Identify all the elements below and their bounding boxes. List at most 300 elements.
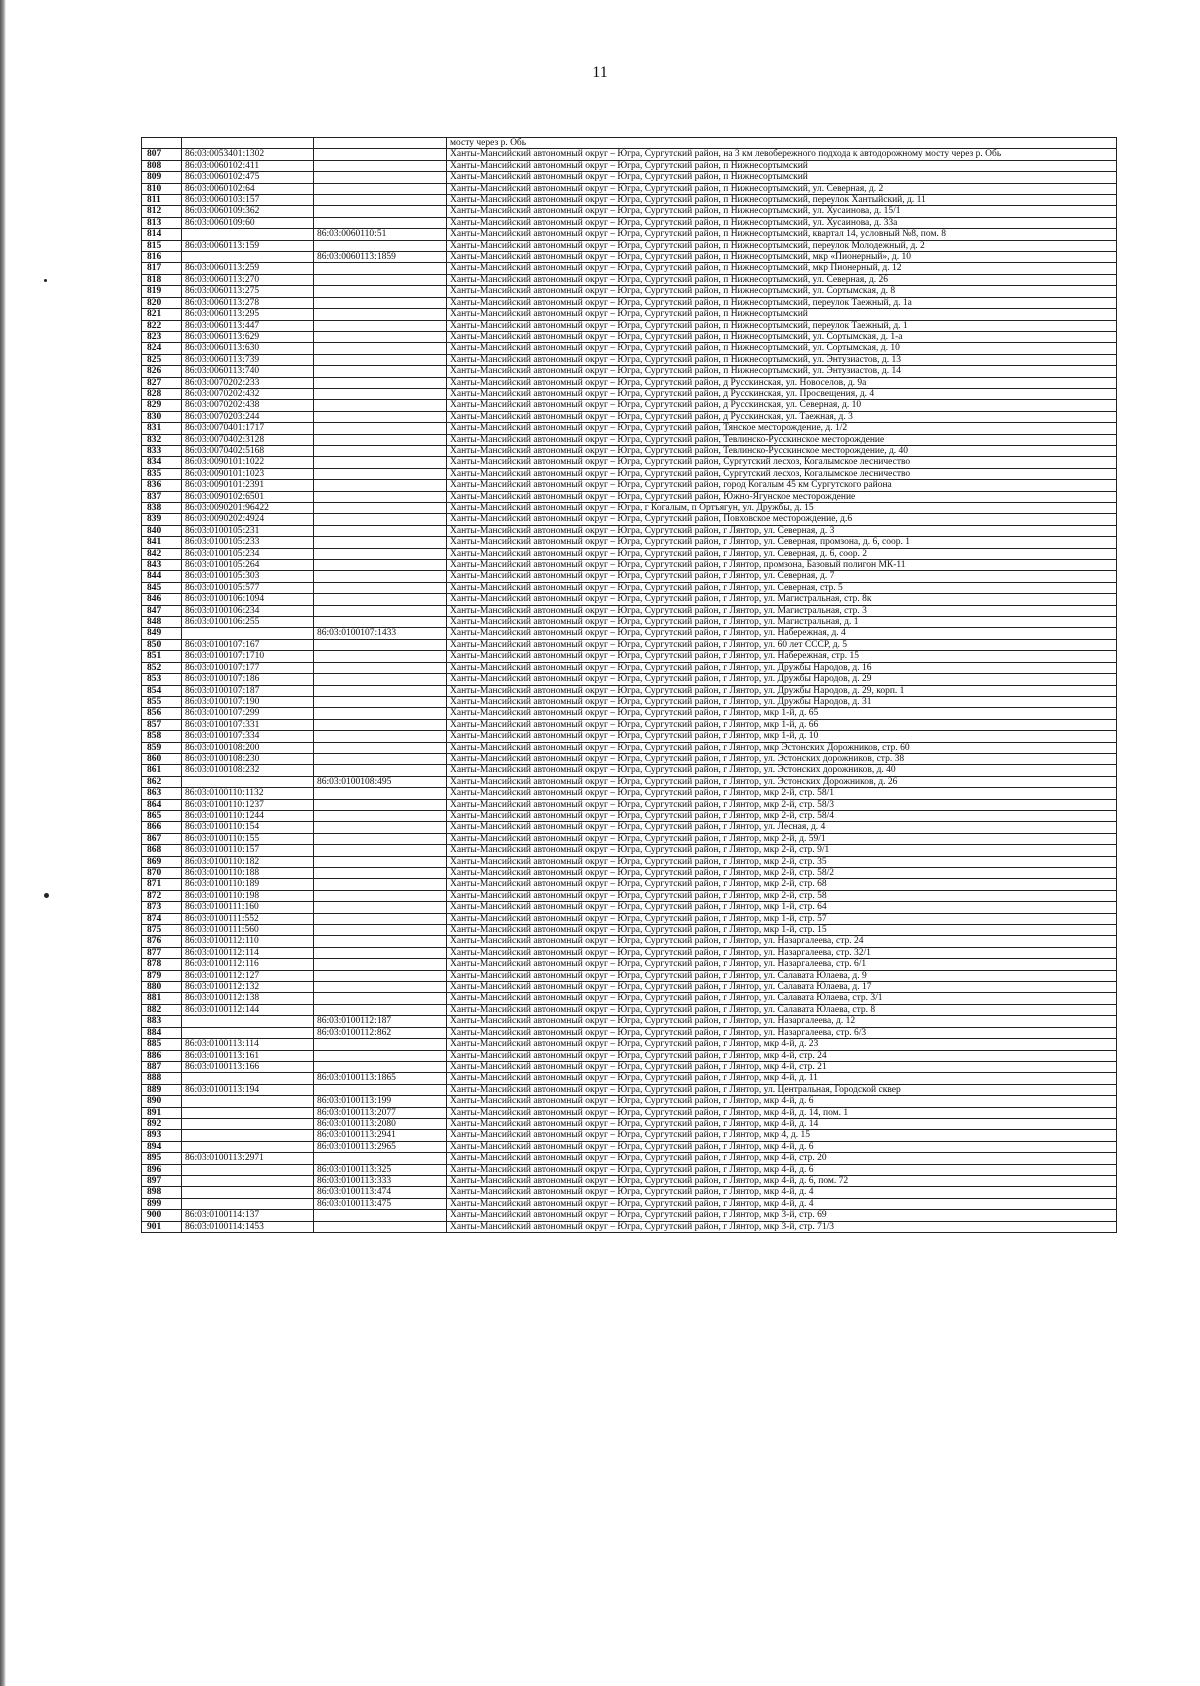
cadastral-number-land-cell: 86:03:0090201:96422	[182, 503, 314, 514]
address-cell: Ханты-Мансийский автономный округ – Югра, Сургутский район, г Лянтор, мкр 4-й, д. 6	[447, 1164, 1117, 1175]
row-number-cell: 851	[142, 651, 182, 662]
cadastral-number-land-cell: 86:03:0090101:1022	[182, 457, 314, 468]
cadastral-number-object-cell	[314, 400, 447, 411]
address-cell: Ханты-Мансийский автономный округ – Югра, Сургутский район, п Нижнесортымский, квартал 14, условный №8, пом. 8	[447, 229, 1117, 240]
row-number-cell: 884	[142, 1027, 182, 1038]
cadastral-number-land-cell: 86:03:0100113:2971	[182, 1153, 314, 1164]
table-row	[142, 1221, 1117, 1232]
cadastral-number-object-cell	[314, 411, 447, 422]
address-cell: Ханты-Мансийский автономный округ – Югра, Сургутский район, г Лянтор, мкр 3-й, стр. 69	[447, 1210, 1117, 1221]
cadastral-number-object-cell	[314, 320, 447, 331]
cadastral-number-object-cell	[314, 959, 447, 970]
table-row	[142, 970, 1117, 981]
row-number-cell: 891	[142, 1107, 182, 1118]
address-cell: Ханты-Мансийский автономный округ – Югра, Сургутский район, г Лянтор, мкр 4-й, д. 14	[447, 1118, 1117, 1129]
cadastral-number-object-cell: 86:03:0100113:2941	[314, 1130, 447, 1141]
address-cell: Ханты-Мансийский автономный округ – Югра, Сургутский район, п Нижнесортымский, переулок Молодежный, д. 2	[447, 240, 1117, 251]
address-cell: Ханты-Мансийский автономный округ – Югра, Сургутский район, п Нижнесортымский, переулок Таежный, д. 1а	[447, 297, 1117, 308]
address-cell: Ханты-Мансийский автономный округ – Югра, Сургутский район, г Лянтор, ул. Северная, д. 7	[447, 571, 1117, 582]
row-number-cell: 872	[142, 890, 182, 901]
table-row	[142, 1198, 1117, 1209]
cadastral-number-object-cell	[314, 799, 447, 810]
table-row	[142, 445, 1117, 456]
cadastral-number-object-cell	[314, 297, 447, 308]
address-cell: Ханты-Мансийский автономный округ – Югра, Сургутский район, г Лянтор, мкр 4-й, д. 4	[447, 1187, 1117, 1198]
row-number-cell: 873	[142, 902, 182, 913]
cadastral-number-land-cell	[182, 1175, 314, 1186]
cadastral-number-land-cell	[182, 1016, 314, 1027]
address-cell: Ханты-Мансийский автономный округ – Югра, Сургутский район, г Лянтор, ул. Магистральная, стр. 3	[447, 605, 1117, 616]
cadastral-number-land-cell: 86:03:0100107:190	[182, 696, 314, 707]
cadastral-number-land-cell: 86:03:0100112:110	[182, 936, 314, 947]
cadastral-number-land-cell: 86:03:0100110:182	[182, 856, 314, 867]
cadastral-number-land-cell: 86:03:0100110:1244	[182, 810, 314, 821]
row-number-cell: 834	[142, 457, 182, 468]
table-row	[142, 309, 1117, 320]
cadastral-number-land-cell: 86:03:0100106:255	[182, 617, 314, 628]
table-row	[142, 548, 1117, 559]
cadastral-number-object-cell	[314, 822, 447, 833]
cadastral-number-object-cell: 86:03:0100113:2965	[314, 1141, 447, 1152]
address-cell: Ханты-Мансийский автономный округ – Югра, Сургутский район, г Лянтор, мкр 1-й, стр. 64	[447, 902, 1117, 913]
cadastral-number-object-cell	[314, 1004, 447, 1015]
address-cell: Ханты-Мансийский автономный округ – Югра, Сургутский район, г Лянтор, мкр 2-й, стр. 58/4	[447, 810, 1117, 821]
table-row	[142, 138, 1117, 149]
cadastral-number-object-cell	[314, 377, 447, 388]
cadastral-number-object-cell	[314, 742, 447, 753]
row-number-cell: 865	[142, 810, 182, 821]
table-row	[142, 696, 1117, 707]
address-cell: Ханты-Мансийский автономный округ – Югра, Сургутский район, п Нижнесортымский, ул. Сортымская, д. 1-а	[447, 331, 1117, 342]
row-number-cell: 886	[142, 1050, 182, 1061]
row-number-cell: 892	[142, 1118, 182, 1129]
cadastral-number-object-cell	[314, 879, 447, 890]
table-row	[142, 1141, 1117, 1152]
table-row	[142, 217, 1117, 228]
address-cell: Ханты-Мансийский автономный округ – Югра, Сургутский район, д Русскинская, ул. Таежная, д. 3	[447, 411, 1117, 422]
cadastral-number-object-cell	[314, 388, 447, 399]
cadastral-number-land-cell: 86:03:0090101:1023	[182, 468, 314, 479]
cadastral-number-land-cell: 86:03:0070202:233	[182, 377, 314, 388]
cadastral-number-land-cell: 86:03:0070202:438	[182, 400, 314, 411]
row-number-cell: 839	[142, 514, 182, 525]
address-cell: Ханты-Мансийский автономный округ – Югра, Сургутский район, п Нижнесортымский, переулок Хантыйский, д. 11	[447, 195, 1117, 206]
row-number-cell: 847	[142, 605, 182, 616]
row-number-cell: 828	[142, 388, 182, 399]
row-number-cell: 824	[142, 343, 182, 354]
cadastral-number-land-cell: 86:03:0100110:198	[182, 890, 314, 901]
cadastral-number-land-cell	[182, 1118, 314, 1129]
row-number-cell: 817	[142, 263, 182, 274]
cadastral-number-land-cell: 86:03:0100111:560	[182, 925, 314, 936]
table-row	[142, 160, 1117, 171]
cadastral-number-object-cell	[314, 195, 447, 206]
cadastral-number-land-cell: 86:03:0100110:157	[182, 845, 314, 856]
address-cell: Ханты-Мансийский автономный округ – Югра, Сургутский район, г Лянтор, мкр 4-й, стр. 24	[447, 1050, 1117, 1061]
cadastral-number-object-cell	[314, 833, 447, 844]
address-cell: Ханты-Мансийский автономный округ – Югра, Сургутский район, на 3 км левобережного подхода к автодорожному мосту через р. Обь	[447, 149, 1117, 160]
cadastral-number-object-cell	[314, 1050, 447, 1061]
scan-speck	[44, 279, 47, 282]
cadastral-number-object-cell	[314, 1210, 447, 1221]
address-cell: Ханты-Мансийский автономный округ – Югра, Сургутский район, г Лянтор, мкр 4-й, д. 14, пом. 1	[447, 1107, 1117, 1118]
address-cell: Ханты-Мансийский автономный округ – Югра, Сургутский район, г Лянтор, промзона, Базовый полигон МК-11	[447, 560, 1117, 571]
cadastral-number-land-cell: 86:03:0100107:186	[182, 674, 314, 685]
cadastral-number-object-cell	[314, 149, 447, 160]
cadastral-number-land-cell	[182, 138, 314, 149]
cadastral-number-land-cell: 86:03:0100111:160	[182, 902, 314, 913]
row-number-cell: 849	[142, 628, 182, 639]
cadastral-number-land-cell: 86:03:0090101:2391	[182, 480, 314, 491]
cadastral-number-land-cell: 86:03:0100105:577	[182, 582, 314, 593]
table-row	[142, 1153, 1117, 1164]
address-cell: Ханты-Мансийский автономный округ – Югра, Сургутский район, г Лянтор, мкр 3-й, стр. 71/3	[447, 1221, 1117, 1232]
address-cell: Ханты-Мансийский автономный округ – Югра, Сургутский район, г Лянтор, мкр 2-й, стр. 35	[447, 856, 1117, 867]
table-row	[142, 605, 1117, 616]
table-row	[142, 639, 1117, 650]
cadastral-number-land-cell: 86:03:0060109:60	[182, 217, 314, 228]
cadastral-number-object-cell	[314, 1153, 447, 1164]
cadastral-number-object-cell: 86:03:0100113:199	[314, 1096, 447, 1107]
row-number-cell: 823	[142, 331, 182, 342]
table-row	[142, 833, 1117, 844]
row-number-cell: 901	[142, 1221, 182, 1232]
table-row	[142, 503, 1117, 514]
row-number-cell: 859	[142, 742, 182, 753]
cadastral-number-land-cell: 86:03:0100112:114	[182, 947, 314, 958]
row-number-cell: 863	[142, 788, 182, 799]
table-row	[142, 902, 1117, 913]
address-cell: Ханты-Мансийский автономный округ – Югра, Сургутский район, г Лянтор, мкр 4, д. 15	[447, 1130, 1117, 1141]
address-cell: Ханты-Мансийский автономный округ – Югра, Сургутский район, г Лянтор, мкр 4-й, д. 6	[447, 1096, 1117, 1107]
table-row	[142, 571, 1117, 582]
cadastral-number-land-cell: 86:03:0053401:1302	[182, 149, 314, 160]
address-cell: Ханты-Мансийский автономный округ – Югра, Сургутский район, г Лянтор, ул. Салавата Юлаева, стр. 3/1	[447, 993, 1117, 1004]
cadastral-number-object-cell	[314, 457, 447, 468]
cadastral-number-object-cell	[314, 240, 447, 251]
address-cell: Ханты-Мансийский автономный округ – Югра, Сургутский район, г Лянтор, мкр 1-й, д. 66	[447, 719, 1117, 730]
address-cell: Ханты-Мансийский автономный округ – Югра, Сургутский район, д Русскинская, ул. Просвещения, д. 4	[447, 388, 1117, 399]
row-number-cell: 842	[142, 548, 182, 559]
address-cell: Ханты-Мансийский автономный округ – Югра, Сургутский район, п Нижнесортымский, ул. Сортымская, д. 10	[447, 343, 1117, 354]
address-cell: Ханты-Мансийский автономный округ – Югра, Сургутский район, г Лянтор, мкр 1-й, стр. 57	[447, 913, 1117, 924]
cadastral-number-land-cell	[182, 1198, 314, 1209]
address-cell: Ханты-Мансийский автономный округ – Югра, Сургутский район, г Лянтор, мкр 1-й, д. 65	[447, 708, 1117, 719]
address-cell: Ханты-Мансийский автономный округ – Югра, Сургутский район, г Лянтор, ул. Магистральная, д. 1	[447, 617, 1117, 628]
cadastral-number-land-cell: 86:03:0070402:3128	[182, 434, 314, 445]
cadastral-number-object-cell	[314, 1084, 447, 1095]
table-row	[142, 195, 1117, 206]
table-row	[142, 206, 1117, 217]
table-row	[142, 1039, 1117, 1050]
row-number-cell: 888	[142, 1073, 182, 1084]
address-cell: Ханты-Мансийский автономный округ – Югра, Сургутский район, Сургутский лесхоз, Когалымское лесничество	[447, 457, 1117, 468]
cadastral-number-land-cell	[182, 1107, 314, 1118]
table-row	[142, 1027, 1117, 1038]
table-row	[142, 936, 1117, 947]
row-number-cell: 814	[142, 229, 182, 240]
table-row	[142, 788, 1117, 799]
address-cell: Ханты-Мансийский автономный округ – Югра, Сургутский район, г Лянтор, мкр 4-й, д. 11	[447, 1073, 1117, 1084]
row-number-cell: 896	[142, 1164, 182, 1175]
cadastral-number-object-cell: 86:03:0100113:325	[314, 1164, 447, 1175]
row-number-cell: 822	[142, 320, 182, 331]
cadastral-number-land-cell: 86:03:0060113:629	[182, 331, 314, 342]
cadastral-number-land-cell: 86:03:0060113:275	[182, 286, 314, 297]
address-cell: Ханты-Мансийский автономный округ – Югра, Сургутский район, п Нижнесортымский, ул. Северная, д. 2	[447, 183, 1117, 194]
registry-table-body	[142, 138, 1117, 1233]
address-cell: Ханты-Мансийский автономный округ – Югра, Сургутский район, г Лянтор, ул. Назаргалеева, стр. 6/3	[447, 1027, 1117, 1038]
address-cell: Ханты-Мансийский автономный округ – Югра, Сургутский район, г Лянтор, ул. 60 лет СССР, д. 5	[447, 639, 1117, 650]
row-number-cell: 883	[142, 1016, 182, 1027]
cadastral-number-object-cell: 86:03:0100108:495	[314, 776, 447, 787]
cadastral-number-land-cell: 86:03:0060113:159	[182, 240, 314, 251]
table-row	[142, 810, 1117, 821]
table-row	[142, 457, 1117, 468]
row-number-cell: 845	[142, 582, 182, 593]
cadastral-number-land-cell: 86:03:0070402:5168	[182, 445, 314, 456]
table-row	[142, 525, 1117, 536]
cadastral-number-land-cell: 86:03:0060113:295	[182, 309, 314, 320]
table-row	[142, 719, 1117, 730]
table-row	[142, 662, 1117, 673]
table-row	[142, 1050, 1117, 1061]
cadastral-number-land-cell	[182, 1164, 314, 1175]
row-number-cell: 838	[142, 503, 182, 514]
table-row	[142, 366, 1117, 377]
address-cell: Ханты-Мансийский автономный округ – Югра, Сургутский район, г Лянтор, ул. Северная, д. 3	[447, 525, 1117, 536]
address-cell: Ханты-Мансийский автономный округ – Югра, Сургутский район, п Нижнесортымский, ул. Хусаинова, д. 33а	[447, 217, 1117, 228]
table-row	[142, 400, 1117, 411]
cadastral-number-land-cell	[182, 1096, 314, 1107]
address-cell: Ханты-Мансийский автономный округ – Югра, Сургутский район, г Лянтор, ул. Эстонских дорожников, д. 40	[447, 765, 1117, 776]
cadastral-number-object-cell	[314, 172, 447, 183]
address-cell: Ханты-Мансийский автономный округ – Югра, Сургутский район, г Лянтор, ул. Назаргалеева, д. 12	[447, 1016, 1117, 1027]
cadastral-number-land-cell	[182, 229, 314, 240]
table-row	[142, 708, 1117, 719]
address-cell: Ханты-Мансийский автономный округ – Югра, Сургутский район, г Лянтор, ул. Центральная, Городской сквер	[447, 1084, 1117, 1095]
cadastral-number-land-cell: 86:03:0060102:64	[182, 183, 314, 194]
table-row	[142, 514, 1117, 525]
table-row	[142, 1016, 1117, 1027]
cadastral-number-object-cell: 86:03:0100113:2080	[314, 1118, 447, 1129]
table-row	[142, 1061, 1117, 1072]
row-number-cell: 893	[142, 1130, 182, 1141]
row-number-cell: 882	[142, 1004, 182, 1015]
table-row	[142, 537, 1117, 548]
row-number-cell: 819	[142, 286, 182, 297]
cadastral-number-land-cell	[182, 252, 314, 263]
row-number-cell: 880	[142, 982, 182, 993]
address-cell: Ханты-Мансийский автономный округ – Югра, Сургутский район, г Лянтор, мкр 2-й, стр. 58	[447, 890, 1117, 901]
table-row	[142, 753, 1117, 764]
address-cell: Ханты-Мансийский автономный округ – Югра, Сургутский район, г Лянтор, мкр 2-й, стр. 68	[447, 879, 1117, 890]
address-cell: Ханты-Мансийский автономный округ – Югра, Сургутский район, Сургутский лесхоз, Когалымское лесничество	[447, 468, 1117, 479]
address-cell: Ханты-Мансийский автономный округ – Югра, Сургутский район, п Нижнесортымский, ул. Энтузиастов, д. 13	[447, 354, 1117, 365]
table-row	[142, 582, 1117, 593]
cadastral-number-land-cell	[182, 776, 314, 787]
cadastral-number-land-cell: 86:03:0100113:161	[182, 1050, 314, 1061]
cadastral-number-object-cell: 86:03:0100112:187	[314, 1016, 447, 1027]
table-row	[142, 890, 1117, 901]
cadastral-number-land-cell: 86:03:0100114:137	[182, 1210, 314, 1221]
cadastral-number-object-cell	[314, 548, 447, 559]
table-row	[142, 1118, 1117, 1129]
address-cell: Ханты-Мансийский автономный округ – Югра, Сургутский район, г Лянтор, мкр 4-й, д. 4	[447, 1198, 1117, 1209]
row-number-cell: 835	[142, 468, 182, 479]
table-row	[142, 617, 1117, 628]
row-number-cell: 881	[142, 993, 182, 1004]
address-cell: Ханты-Мансийский автономный округ – Югра, Сургутский район, г Лянтор, ул. Набережная, стр. 15	[447, 651, 1117, 662]
row-number-cell: 844	[142, 571, 182, 582]
table-row	[142, 628, 1117, 639]
address-cell: Ханты-Мансийский автономный округ – Югра, Сургутский район, г Лянтор, ул. Дружбы Народов, д. 16	[447, 662, 1117, 673]
table-row	[142, 879, 1117, 890]
address-cell: Ханты-Мансийский автономный округ – Югра, Сургутский район, Тевлинско-Русскинское месторождение, д. 40	[447, 445, 1117, 456]
row-number-cell: 878	[142, 959, 182, 970]
cadastral-number-land-cell	[182, 628, 314, 639]
row-number-cell: 853	[142, 674, 182, 685]
cadastral-number-object-cell	[314, 753, 447, 764]
address-cell: Ханты-Мансийский автономный округ – Югра, Сургутский район, г Лянтор, мкр 2-й, стр. 58/2	[447, 868, 1117, 879]
address-cell: Ханты-Мансийский автономный округ – Югра, Сургутский район, г Лянтор, мкр 4-й, д. 6, пом. 72	[447, 1175, 1117, 1186]
row-number-cell: 830	[142, 411, 182, 422]
row-number-cell: 877	[142, 947, 182, 958]
cadastral-number-object-cell	[314, 856, 447, 867]
table-row	[142, 993, 1117, 1004]
cadastral-number-land-cell: 86:03:0100113:114	[182, 1039, 314, 1050]
cadastral-number-land-cell	[182, 1073, 314, 1084]
cadastral-number-land-cell: 86:03:0100110:154	[182, 822, 314, 833]
address-cell: Ханты-Мансийский автономный округ – Югра, Сургутский район, г Лянтор, ул. Дружбы Народов, д. 29, корп. 1	[447, 685, 1117, 696]
address-cell: Ханты-Мансийский автономный округ – Югра, Сургутский район, г Лянтор, мкр 4-й, стр. 20	[447, 1153, 1117, 1164]
cadastral-number-object-cell	[314, 445, 447, 456]
cadastral-number-land-cell: 86:03:0100112:127	[182, 970, 314, 981]
scan-edge	[0, 0, 6, 1686]
table-row	[142, 274, 1117, 285]
cadastral-number-object-cell	[314, 263, 447, 274]
table-row	[142, 149, 1117, 160]
row-number-cell: 861	[142, 765, 182, 776]
cadastral-number-object-cell	[314, 639, 447, 650]
cadastral-number-land-cell: 86:03:0060113:630	[182, 343, 314, 354]
row-number-cell: 826	[142, 366, 182, 377]
table-row	[142, 913, 1117, 924]
cadastral-number-land-cell: 86:03:0100113:166	[182, 1061, 314, 1072]
address-cell: Ханты-Мансийский автономный округ – Югра, Сургутский район, п Нижнесортымский, ул. Хусаинова, д. 15/1	[447, 206, 1117, 217]
row-number-cell: 866	[142, 822, 182, 833]
row-number-cell: 867	[142, 833, 182, 844]
row-number-cell: 820	[142, 297, 182, 308]
cadastral-number-object-cell	[314, 708, 447, 719]
cadastral-number-land-cell: 86:03:0100107:331	[182, 719, 314, 730]
table-row	[142, 468, 1117, 479]
cadastral-number-object-cell: 86:03:0100113:1865	[314, 1073, 447, 1084]
row-number-cell: 808	[142, 160, 182, 171]
cadastral-number-object-cell	[314, 560, 447, 571]
cadastral-number-object-cell: 86:03:0100113:474	[314, 1187, 447, 1198]
address-cell: Ханты-Мансийский автономный округ – Югра, Сургутский район, п Нижнесортымский, мкр «Пионерный», д. 10	[447, 252, 1117, 263]
row-number-cell: 855	[142, 696, 182, 707]
cadastral-number-land-cell: 86:03:0100105:264	[182, 560, 314, 571]
address-cell: Ханты-Мансийский автономный округ – Югра, Сургутский район, г Лянтор, мкр Эстонских Дорожников, стр. 60	[447, 742, 1117, 753]
address-cell: Ханты-Мансийский автономный округ – Югра, Сургутский район, п Нижнесортымский, ул. Сортымская, д. 8	[447, 286, 1117, 297]
row-number-cell: 809	[142, 172, 182, 183]
row-number-cell: 889	[142, 1084, 182, 1095]
table-row	[142, 229, 1117, 240]
row-number-cell: 813	[142, 217, 182, 228]
table-row	[142, 799, 1117, 810]
address-cell: Ханты-Мансийский автономный округ – Югра, Сургутский район, г Лянтор, ул. Эстонских Дорожников, д. 26	[447, 776, 1117, 787]
row-number-cell: 894	[142, 1141, 182, 1152]
row-number-cell: 836	[142, 480, 182, 491]
registry-table-wrap	[141, 137, 1116, 1233]
row-number-cell: 871	[142, 879, 182, 890]
cadastral-number-land-cell: 86:03:0100106:234	[182, 605, 314, 616]
row-number-cell: 829	[142, 400, 182, 411]
cadastral-number-object-cell	[314, 1061, 447, 1072]
cadastral-number-object-cell	[314, 160, 447, 171]
address-cell: Ханты-Мансийский автономный округ – Югра, Сургутский район, г Лянтор, ул. Салавата Юлаева, д. 17	[447, 982, 1117, 993]
address-cell: Ханты-Мансийский автономный округ – Югра, Сургутский район, г Лянтор, мкр 4-й, д. 6	[447, 1141, 1117, 1152]
cadastral-number-land-cell: 86:03:0100108:200	[182, 742, 314, 753]
address-cell: Ханты-Мансийский автономный округ – Югра, Сургутский район, г Лянтор, ул. Салавата Юлаева, стр. 8	[447, 1004, 1117, 1015]
table-row	[142, 845, 1117, 856]
address-cell: Ханты-Мансийский автономный округ – Югра, Сургутский район, г Лянтор, ул. Дружбы Народов, д. 29	[447, 674, 1117, 685]
table-row	[142, 982, 1117, 993]
cadastral-number-land-cell: 86:03:0070202:432	[182, 388, 314, 399]
cadastral-number-object-cell	[314, 913, 447, 924]
row-number-cell: 856	[142, 708, 182, 719]
cadastral-number-object-cell	[314, 719, 447, 730]
table-row	[142, 1084, 1117, 1095]
cadastral-number-land-cell: 86:03:0060113:740	[182, 366, 314, 377]
cadastral-number-object-cell	[314, 183, 447, 194]
address-cell: Ханты-Мансийский автономный округ – Югра, Сургутский район, г Лянтор, мкр 4-й, стр. 21	[447, 1061, 1117, 1072]
cadastral-number-object-cell	[314, 514, 447, 525]
address-cell: Ханты-Мансийский автономный округ – Югра, Сургутский район, г Лянтор, мкр 1-й, д. 10	[447, 731, 1117, 742]
address-cell: Ханты-Мансийский автономный округ – Югра, Сургутский район, г Лянтор, мкр 2-й, стр. 58/3	[447, 799, 1117, 810]
address-cell: Ханты-Мансийский автономный округ – Югра, Сургутский район, г Лянтор, мкр 4-й, д. 23	[447, 1039, 1117, 1050]
cadastral-number-land-cell: 86:03:0100107:1710	[182, 651, 314, 662]
cadastral-number-land-cell: 86:03:0060113:259	[182, 263, 314, 274]
cadastral-number-land-cell: 86:03:0100111:552	[182, 913, 314, 924]
cadastral-number-object-cell	[314, 480, 447, 491]
cadastral-number-object-cell	[314, 354, 447, 365]
row-number-cell: 858	[142, 731, 182, 742]
row-number-cell: 868	[142, 845, 182, 856]
cadastral-number-land-cell: 86:03:0070203:244	[182, 411, 314, 422]
address-cell: Ханты-Мансийский автономный округ – Югра, Сургутский район, г Лянтор, ул. Салавата Юлаева, д. 9	[447, 970, 1117, 981]
address-cell: Ханты-Мансийский автономный округ – Югра, Сургутский район, г Лянтор, мкр 1-й, стр. 15	[447, 925, 1117, 936]
cadastral-number-object-cell	[314, 309, 447, 320]
cadastral-number-land-cell: 86:03:0100107:299	[182, 708, 314, 719]
table-row	[142, 172, 1117, 183]
row-number-cell: 846	[142, 594, 182, 605]
table-row	[142, 343, 1117, 354]
address-cell: Ханты-Мансийский автономный округ – Югра, Сургутский район, г Лянтор, ул. Магистральная, стр. 8к	[447, 594, 1117, 605]
cadastral-number-object-cell: 86:03:0100113:2077	[314, 1107, 447, 1118]
address-cell: Ханты-Мансийский автономный округ – Югра, Сургутский район, п Нижнесортымский, ул. Энтузиастов, д. 14	[447, 366, 1117, 377]
table-row	[142, 286, 1117, 297]
row-number-cell: 810	[142, 183, 182, 194]
table-row	[142, 765, 1117, 776]
table-row	[142, 731, 1117, 742]
cadastral-number-object-cell	[314, 947, 447, 958]
cadastral-number-object-cell	[314, 571, 447, 582]
cadastral-number-object-cell	[314, 434, 447, 445]
table-row	[142, 480, 1117, 491]
